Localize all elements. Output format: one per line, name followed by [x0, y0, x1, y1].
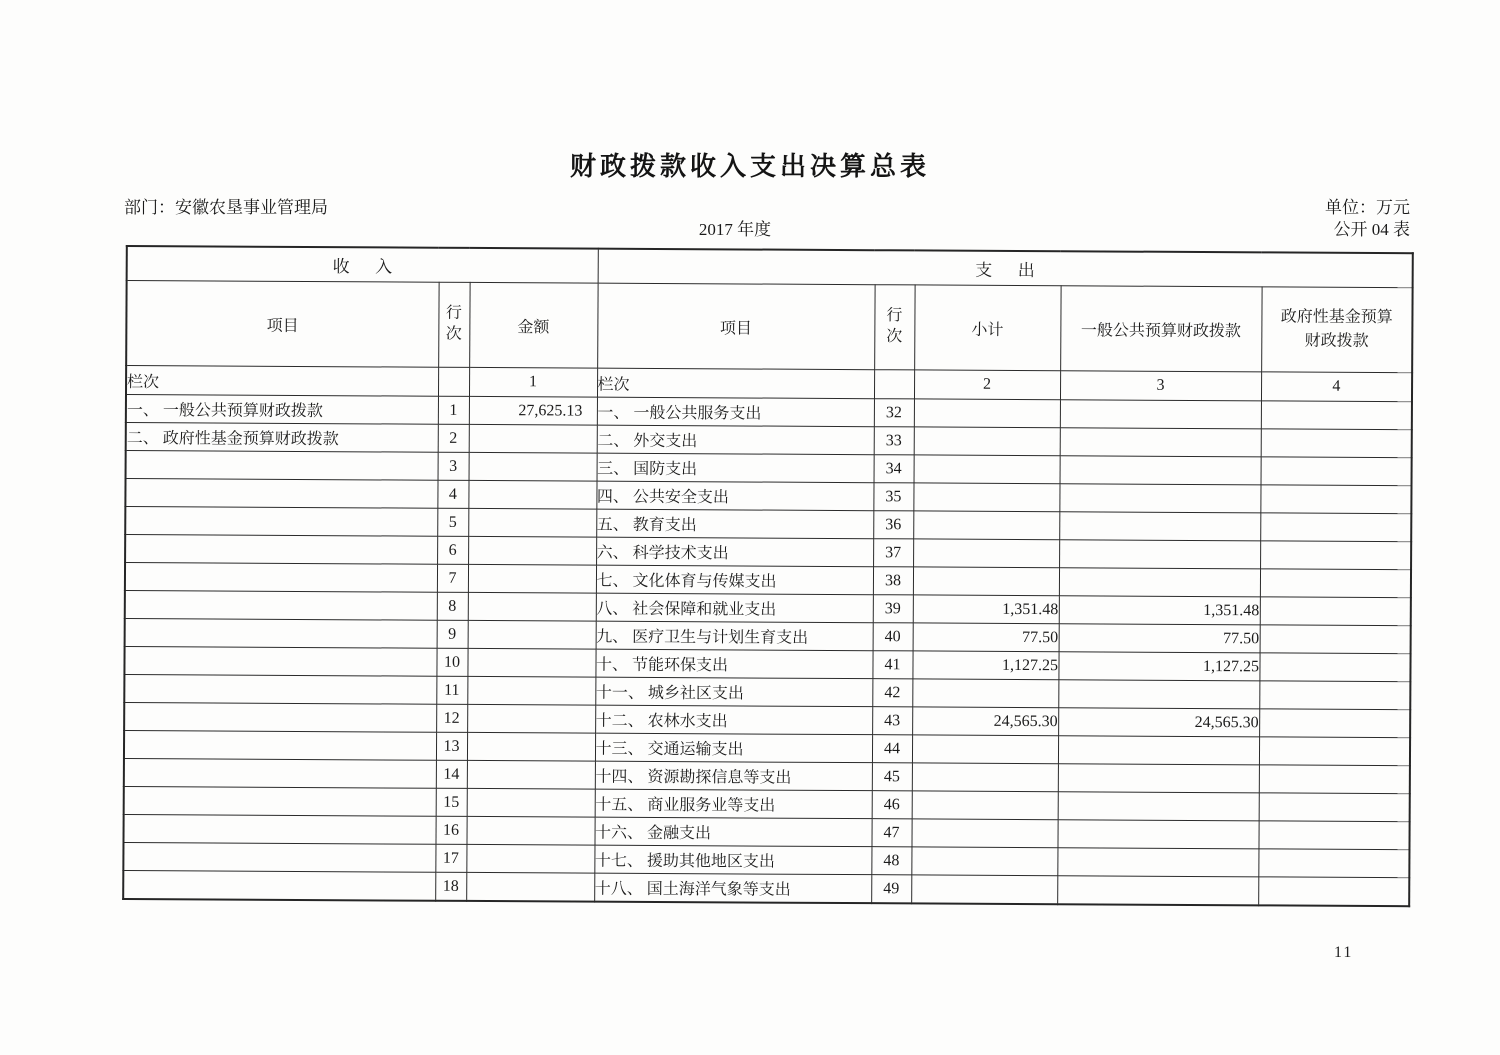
expense-fund-cell	[1259, 793, 1410, 822]
expense-general-cell	[1057, 876, 1258, 906]
expense-general-cell	[1060, 428, 1261, 457]
expense-subtotal-cell: 77.50	[913, 623, 1059, 652]
expense-line-cell: 37	[873, 539, 913, 567]
expense-line-cell: 43	[872, 707, 912, 735]
column-header-row	[126, 281, 1413, 373]
income-amount-cell	[468, 508, 596, 537]
expense-item-cell: 八、 社会保障和就业支出	[596, 593, 873, 623]
income-amount-header: 金额	[469, 282, 597, 368]
income-item-cell	[123, 843, 435, 873]
expense-fund-cell	[1261, 429, 1412, 458]
expense-item-cell: 十、 节能环保支出	[595, 649, 872, 679]
income-item-cell	[123, 815, 435, 845]
income-item-cell	[125, 507, 437, 537]
income-amount-cell	[467, 760, 595, 789]
expense-subtotal-cell	[913, 539, 1059, 568]
expense-fund-cell	[1261, 401, 1412, 430]
income-item-cell	[124, 787, 436, 817]
income-line-cell: 5	[437, 508, 468, 536]
income-amount-cell: 27,625.13	[469, 396, 597, 425]
expense-general-cell	[1060, 400, 1261, 429]
expense-general-cell	[1058, 680, 1259, 709]
expense-subtotal-cell: 1,351.48	[913, 595, 1059, 624]
page-title: 财政拨款收入支出决算总表	[569, 152, 930, 181]
expense-subtotal-cell	[912, 735, 1058, 764]
income-line-cell: 9	[437, 620, 468, 648]
income-item-cell	[125, 619, 437, 649]
expense-column-index-2: 2	[914, 370, 1060, 400]
expense-subtotal-cell	[911, 875, 1057, 904]
expense-item-cell: 一、 一般公共服务支出	[597, 397, 874, 427]
expense-line-cell: 40	[873, 623, 913, 651]
expense-line-cell: 44	[872, 735, 912, 763]
income-line-cell: 16	[435, 816, 466, 844]
expense-item-cell: 十八、 国土海洋气象等支出	[594, 873, 871, 903]
expense-fund-cell	[1261, 457, 1412, 486]
expense-line-cell: 39	[873, 595, 913, 623]
expense-line-cell: 46	[872, 791, 912, 819]
expense-line-cell: 33	[874, 427, 914, 455]
expense-general-cell	[1059, 512, 1260, 541]
expense-fund-cell	[1260, 541, 1411, 570]
expense-gov-fund-header	[1261, 287, 1413, 373]
expense-item-cell: 十六、 金融支出	[595, 817, 872, 847]
income-item-cell	[124, 675, 436, 705]
expense-line-cell: 42	[872, 679, 912, 707]
income-item-cell: 二、 政府性基金预算财政拨款	[126, 423, 438, 453]
expense-subtotal-cell	[912, 763, 1058, 792]
income-line-cell: 14	[436, 760, 467, 788]
expense-fund-cell	[1259, 765, 1410, 794]
expense-subtotal-cell: 1,127.25	[912, 651, 1058, 680]
income-amount-cell	[467, 788, 595, 817]
income-item-cell	[123, 871, 435, 901]
budget-table	[122, 245, 1414, 907]
expense-subtotal-cell	[913, 483, 1059, 512]
expense-line-cell: 34	[874, 455, 914, 483]
income-line-header-text: 行次	[445, 304, 462, 343]
expense-fund-cell	[1260, 513, 1411, 542]
expense-fund-cell	[1260, 485, 1411, 514]
expense-section-header: 支 出	[598, 249, 1413, 288]
expense-gov-fund-header-text: 政府性基金预算财政拨款	[1280, 308, 1393, 350]
expense-item-cell: 十二、 农林水支出	[595, 705, 872, 735]
income-line-cell: 6	[437, 536, 468, 564]
income-item-header: 项目	[126, 281, 438, 368]
expense-subtotal-cell	[913, 511, 1059, 540]
income-amount-cell	[469, 424, 597, 453]
income-line-cell: 3	[438, 452, 469, 480]
expense-line-header	[874, 285, 914, 370]
income-item-cell	[125, 563, 437, 593]
expense-general-cell	[1058, 764, 1259, 793]
expense-item-cell: 三、 国防支出	[597, 453, 874, 483]
income-line-cell: 7	[437, 564, 468, 592]
income-amount-cell	[467, 732, 595, 761]
expense-fund-cell	[1259, 737, 1410, 766]
expense-line-cell: 32	[874, 399, 914, 427]
income-item-cell	[126, 451, 438, 481]
expense-fund-cell	[1260, 569, 1411, 598]
income-item-cell	[125, 535, 437, 565]
department-label: 部门：安徽农垦事业管理局	[124, 198, 328, 217]
expense-subtotal-cell	[911, 847, 1057, 876]
income-line-cell: 17	[435, 844, 466, 872]
expense-general-cell	[1059, 540, 1260, 569]
expense-fund-cell	[1260, 625, 1411, 654]
expense-item-cell: 七、 文化体育与传媒支出	[596, 565, 873, 595]
expense-subtotal-cell	[914, 399, 1060, 428]
income-line-cell: 15	[436, 788, 467, 816]
expense-line-cell: 49	[871, 875, 911, 904]
expense-general-cell: 1,351.48	[1059, 596, 1260, 625]
expense-index-label: 栏次	[597, 368, 874, 399]
expense-general-cell: 77.50	[1059, 624, 1260, 653]
expense-general-cell: 1,127.25	[1058, 652, 1259, 681]
income-amount-cell	[468, 536, 596, 565]
expense-item-header: 项目	[597, 283, 874, 370]
expense-subtotal-cell	[911, 819, 1057, 848]
income-amount-cell	[467, 676, 595, 705]
income-line-cell: 10	[436, 648, 467, 676]
expense-general-cell	[1059, 568, 1260, 597]
expense-item-cell: 十三、 交通运输支出	[595, 733, 872, 763]
table-row	[123, 871, 1409, 907]
income-line-cell: 11	[436, 676, 467, 704]
income-column-index: 1	[469, 367, 597, 397]
income-line-cell: 2	[438, 424, 469, 452]
income-item-cell: 一、 一般公共预算财政拨款	[126, 395, 438, 425]
expense-line-cell: 35	[873, 483, 913, 511]
unit-label: 单位：万元	[1325, 198, 1410, 217]
table-code-label: 公开 04 表	[1333, 220, 1410, 239]
expense-line-header-text: 行次	[886, 307, 903, 346]
income-item-cell	[124, 731, 436, 761]
income-amount-cell	[468, 480, 596, 509]
income-amount-cell	[468, 620, 596, 649]
income-section-header: 收 入	[127, 246, 598, 283]
income-item-cell	[125, 479, 437, 509]
expense-general-cell	[1059, 484, 1260, 513]
expense-general-cell	[1057, 820, 1258, 849]
expense-item-cell: 六、 科学技术支出	[596, 537, 873, 567]
income-amount-cell	[467, 648, 595, 677]
expense-item-cell: 十一、 城乡社区支出	[595, 677, 872, 707]
expense-item-cell: 二、 外交支出	[597, 425, 874, 455]
expense-subtotal-cell	[912, 679, 1058, 708]
expense-line-cell: 36	[873, 511, 913, 539]
income-index-label: 栏次	[126, 366, 438, 397]
expense-subtotal-cell	[912, 791, 1058, 820]
meta-row-bottom	[124, 218, 1410, 241]
expense-fund-cell	[1260, 597, 1411, 626]
income-item-cell	[124, 759, 436, 789]
income-line-cell: 4	[437, 480, 468, 508]
expense-general-cell	[1058, 792, 1259, 821]
expense-general-cell	[1058, 736, 1259, 765]
income-amount-cell	[467, 704, 595, 733]
page-number: 11	[1334, 944, 1354, 961]
income-line-cell: 8	[437, 592, 468, 620]
expense-general-cell: 24,565.30	[1058, 708, 1259, 737]
expense-line-cell: 38	[873, 567, 913, 595]
expense-line-cell: 41	[872, 651, 912, 679]
income-amount-cell	[468, 564, 596, 593]
expense-column-index-4: 4	[1261, 372, 1412, 402]
income-item-cell	[124, 703, 436, 733]
expense-subtotal-cell	[914, 427, 1060, 456]
expense-fund-cell	[1259, 653, 1410, 682]
income-line-cell: 13	[436, 732, 467, 760]
expense-fund-cell	[1258, 849, 1409, 878]
expense-item-cell: 十四、 资源勘探信息等支出	[595, 761, 872, 791]
expense-subtotal-header: 小计	[914, 285, 1060, 371]
expense-item-cell: 四、 公共安全支出	[596, 481, 873, 511]
income-amount-cell	[469, 452, 597, 481]
income-line-cell: 18	[435, 872, 466, 901]
expense-line-cell: 48	[871, 847, 911, 875]
expense-line-cell: 45	[872, 763, 912, 791]
income-item-cell	[125, 591, 437, 621]
meta-row-top	[124, 197, 1410, 218]
expense-subtotal-cell: 24,565.30	[912, 707, 1058, 736]
income-item-cell	[124, 647, 436, 677]
income-line-cell: 12	[436, 704, 467, 732]
income-line-header	[438, 282, 469, 367]
expense-item-cell: 十五、 商业服务业等支出	[595, 789, 872, 819]
fiscal-year-label: 2017 年度	[698, 220, 772, 239]
income-amount-cell	[468, 592, 596, 621]
table-body	[123, 395, 1412, 907]
expense-item-cell: 五、 教育支出	[596, 509, 873, 539]
expense-fund-cell	[1259, 709, 1410, 738]
expense-fund-cell	[1259, 681, 1410, 710]
income-amount-cell	[466, 872, 594, 901]
expense-fund-cell	[1258, 877, 1409, 906]
expense-general-budget-header: 一般公共预算财政拨款	[1060, 286, 1261, 372]
expense-subtotal-cell	[913, 567, 1059, 596]
expense-general-cell	[1057, 848, 1258, 877]
expense-subtotal-cell	[914, 455, 1060, 484]
expense-line-cell: 47	[871, 819, 911, 847]
expense-item-cell: 十七、 援助其他地区支出	[594, 845, 871, 875]
income-amount-cell	[466, 816, 594, 845]
expense-item-cell: 九、 医疗卫生与计划生育支出	[596, 621, 873, 651]
expense-fund-cell	[1258, 821, 1409, 850]
income-line-cell: 1	[438, 396, 469, 424]
expense-index-line-cell	[874, 370, 914, 399]
expense-general-cell	[1060, 456, 1261, 485]
expense-column-index-3: 3	[1060, 371, 1261, 401]
income-index-line-cell	[438, 367, 469, 396]
income-amount-cell	[466, 844, 594, 873]
